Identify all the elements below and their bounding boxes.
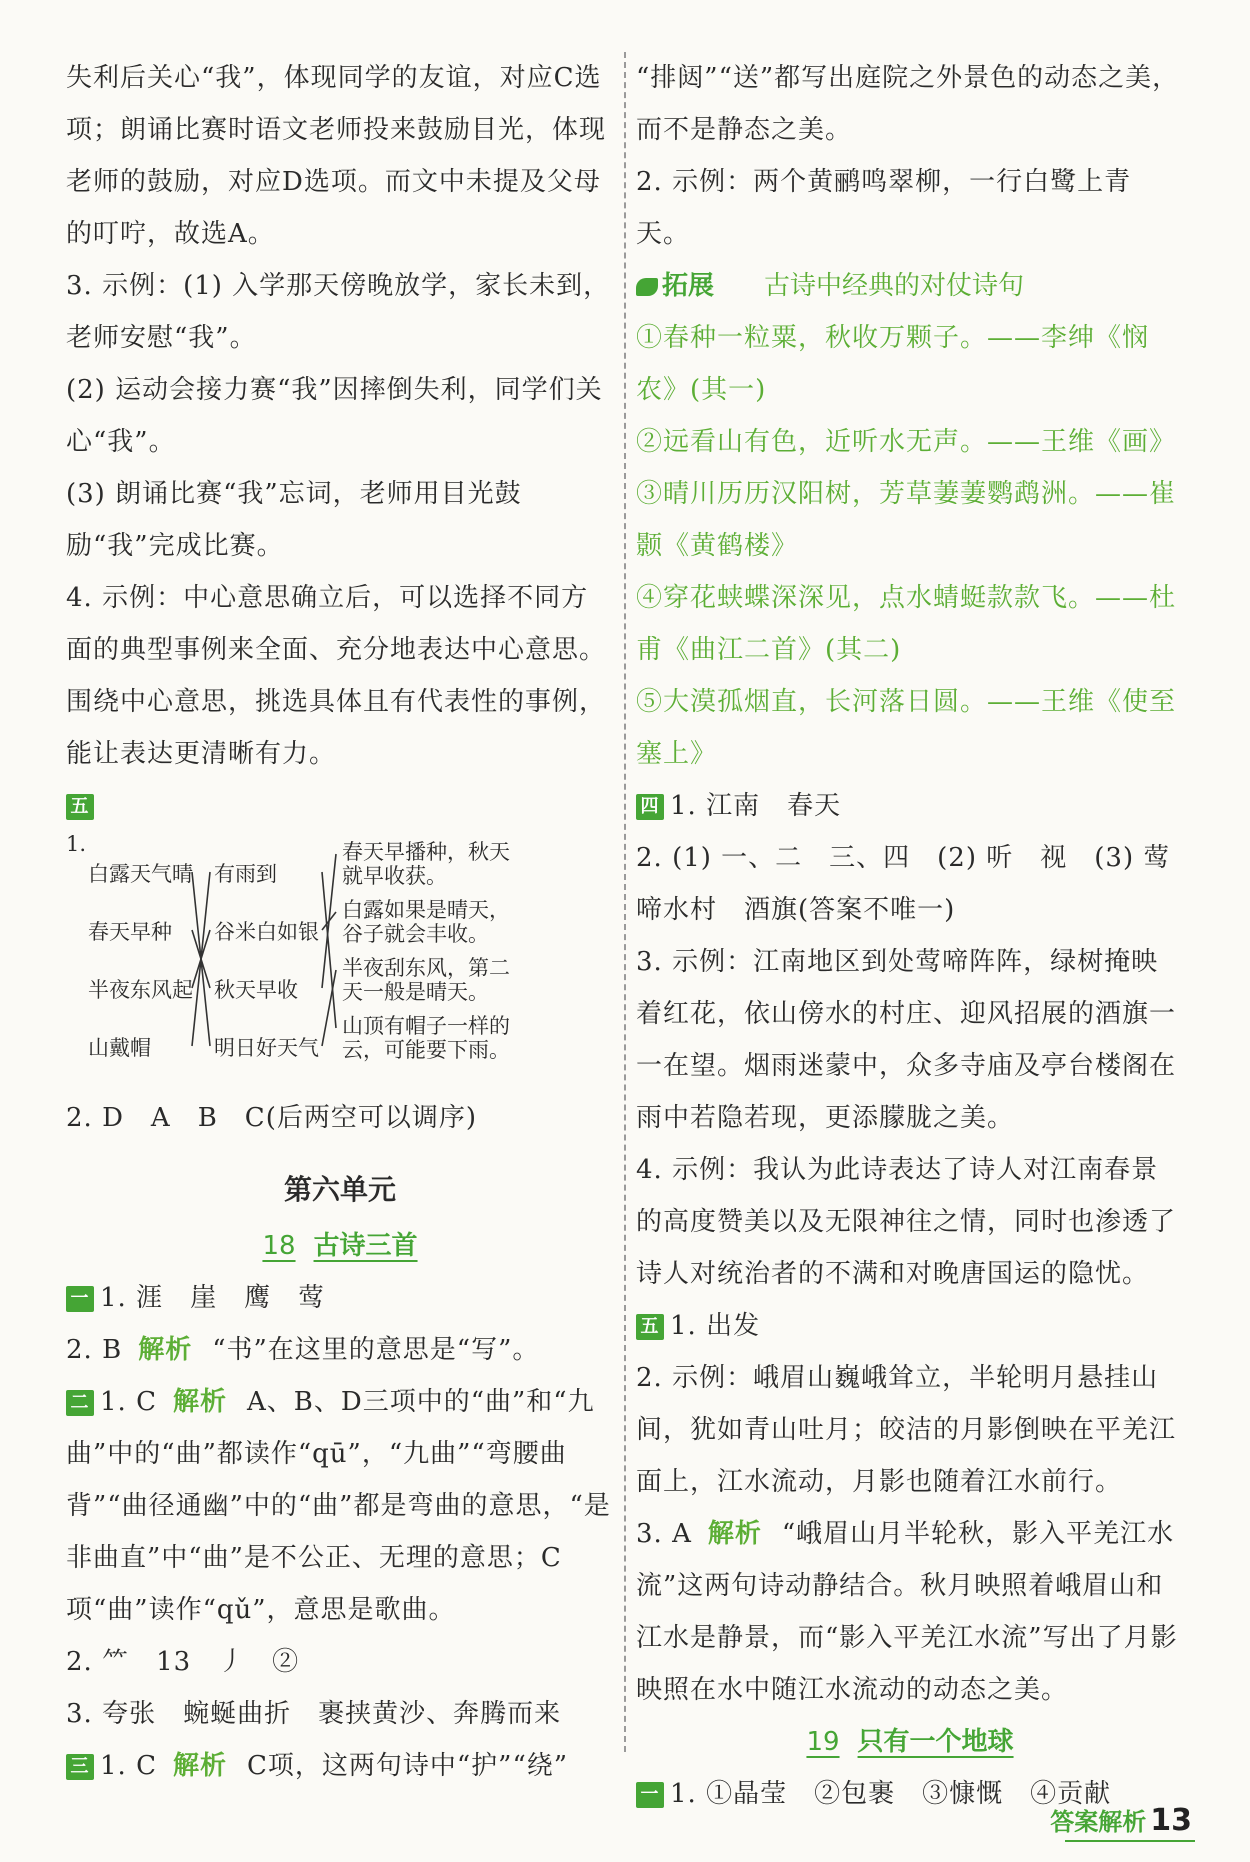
analysis-text: C项，这两句诗中“护”“绕” <box>246 1751 569 1781</box>
paragraph: 3. 示例：(1) 入学那天傍晚放学，家长未到，老师安慰“我”。 <box>66 271 611 353</box>
section-tag: 四 <box>636 794 664 820</box>
lesson-number: 18 <box>262 1231 296 1261</box>
answer-line: 2. (1) 一、二 三、四 (2) 听 视 (3) 莺啼水村 酒旗(答案不唯一) <box>636 843 1171 925</box>
paragraph: “排闼”“送”都写出庭院之外景色的动态之美，而不是静态之美。 <box>636 63 1180 145</box>
match-col3-item: 山顶有帽子一样的云，可能要下雨。 <box>342 1014 510 1062</box>
paragraph: 失利后关心“我”，体现同学的友谊，对应C选项；朗诵比赛时语文老师投来鼓励目光，体现老师的鼓励，对应D选项。而文中未提及父母的叮咛，故选A。 <box>66 63 607 249</box>
page-footer <box>1050 1802 1192 1838</box>
expand-header <box>636 260 1184 312</box>
paragraph: (2) 运动会接力赛“我”因摔倒失利，同学们关心“我”。 <box>66 375 603 457</box>
match-col2-item: 明日好天气 <box>214 1036 319 1060</box>
expand-label: 拓展 <box>662 271 715 301</box>
answer-text: 1. C <box>100 1387 157 1417</box>
analysis-text: “书”在这里的意思是“写”。 <box>212 1335 540 1365</box>
section-tag: 一 <box>636 1782 664 1808</box>
answer-line <box>636 1300 1184 1352</box>
answer-line <box>636 1508 1184 1716</box>
match-col1-item: 白露天气晴 <box>88 862 193 886</box>
column-divider <box>624 52 626 1752</box>
paragraph: 4. 示例：中心意思确立后，可以选择不同方面的典型事例来全面、充分地表达中心意思。围绕中心意思，挑选具体且有代表性的事例，能让表达更清晰有力。 <box>66 583 607 769</box>
answer-line <box>636 780 1184 832</box>
analysis-label: 解析 <box>138 1335 193 1365</box>
matching-exercise <box>66 832 614 1092</box>
analysis-text: A、B、D三项中的“曲”和“九曲”中的“曲”都读作“qū”，“九曲”“弯腰曲背”“曲径通幽”中的“曲”都是弯曲的意思，“是非曲直”中“曲”是不公正、无理的意思；C项“曲”读作“qǔ”，意思是歌曲。 <box>66 1387 611 1625</box>
section-tag: 五 <box>66 794 94 820</box>
answer-line: 2. ⺮ 13 丿 ② <box>66 1647 300 1677</box>
match-col2-item: 有雨到 <box>214 862 277 886</box>
answer-line: 2. 示例：峨眉山巍峨耸立，半轮明月悬挂山间，犹如青山吐月；皎洁的月影倒映在平羌江面上，江水流动，月影也随着江水前行。 <box>636 1363 1177 1497</box>
answer-line: 3. 夸张 蜿蜒曲折 裹挟黄沙、奔腾而来 <box>66 1699 562 1729</box>
section-tag: 二 <box>66 1390 94 1416</box>
answer-line <box>66 1376 614 1636</box>
match-col3-item: 白露如果是晴天，谷子就会丰收。 <box>342 898 510 946</box>
lesson-name: 只有一个地球 <box>857 1727 1014 1757</box>
page-number: 13 <box>1150 1803 1192 1838</box>
match-col3-item: 春天早播种，秋天就早收获。 <box>342 840 510 888</box>
right-column <box>636 52 1184 1820</box>
answer-text: 1. 涯 崖 鹰 莺 <box>100 1283 326 1313</box>
footer-label: 答案解析 <box>1050 1808 1147 1836</box>
lesson-title <box>66 1220 614 1272</box>
section-tag: 三 <box>66 1754 94 1780</box>
match-col2-item: 谷米白如银 <box>214 920 319 944</box>
lesson-name: 古诗三首 <box>313 1231 418 1261</box>
analysis-text: “峨眉山月半轮秋，影入平羌江水流”这两句诗动静结合。秋月映照着峨眉山和江水是静景，而“影入平羌江水流”写出了月影映照在水中随江水流动的动态之美。 <box>636 1519 1178 1705</box>
answer-line <box>66 1324 614 1376</box>
expand-item: ④穿花蛱蝶深深见，点水蜻蜓款款飞。——杜甫《曲江二首》(其二) <box>636 583 1177 665</box>
answer-text: 2. B <box>66 1335 123 1365</box>
expand-item: ③晴川历历汉阳树，芳草萋萋鹦鹉洲。——崔颢《黄鹤楼》 <box>636 479 1177 561</box>
expand-item: ⑤大漠孤烟直，长河落日圆。——王维《使至塞上》 <box>636 687 1177 769</box>
paragraph: (3) 朗诵比赛“我”忘词，老师用目光鼓励“我”完成比赛。 <box>66 479 522 561</box>
analysis-label: 解析 <box>172 1751 227 1781</box>
section-tag: 五 <box>636 1314 664 1340</box>
footer-rule <box>1065 1840 1195 1842</box>
answer-line: 4. 示例：我认为此诗表达了诗人对江南春景的高度赞美以及无限神往之情，同时也渗透了诗人对统治者的不满和对晚唐国运的隐忧。 <box>636 1155 1177 1289</box>
leaf-icon <box>636 278 658 296</box>
lesson-number: 19 <box>806 1727 840 1757</box>
answer-text: 1. ①晶莹 ②包裹 ③慷慨 ④贡献 <box>670 1779 1112 1809</box>
section-tag: 一 <box>66 1286 94 1312</box>
expand-item: ②远看山有色，近听水无声。——王维《画》 <box>636 427 1177 457</box>
answer-text: 1. 江南 春天 <box>670 791 842 821</box>
question-number: 1. <box>66 832 87 856</box>
left-column <box>66 52 614 1792</box>
answer-text: 3. A <box>636 1519 692 1549</box>
expand-item: ①春种一粒粟，秋收万颗子。——李绅《悯农》(其一) <box>636 323 1150 405</box>
match-col1-item: 山戴帽 <box>88 1036 151 1060</box>
match-col1-item: 春天早种 <box>88 920 172 944</box>
answer-line: 3. 示例：江南地区到处莺啼阵阵，绿树掩映着红花，依山傍水的村庄、迎风招展的酒旗一一在望。烟雨迷蒙中，众多寺庙及亭台楼阁在雨中若隐若现，更添朦胧之美。 <box>636 947 1177 1133</box>
section-heading <box>66 780 614 832</box>
matching-lines <box>66 832 614 1092</box>
paragraph: 2. 示例：两个黄鹂鸣翠柳，一行白鹭上青天。 <box>636 167 1132 249</box>
answer-line <box>66 1272 614 1324</box>
answer-line <box>66 1740 614 1792</box>
match-col3-item: 半夜刮东风，第二天一般是晴天。 <box>342 956 510 1004</box>
lesson-title <box>636 1716 1184 1768</box>
unit-title: 第六单元 <box>283 1173 396 1206</box>
analysis-label: 解析 <box>172 1387 227 1417</box>
expand-title: 古诗中经典的对仗诗句 <box>764 271 1025 301</box>
analysis-label: 解析 <box>707 1519 762 1549</box>
answer-text: 1. C <box>100 1751 157 1781</box>
match-col2-item: 秋天早收 <box>214 978 298 1002</box>
answer-text: 1. 出发 <box>670 1311 761 1341</box>
paragraph: 2. D A B C(后两空可以调序) <box>66 1103 477 1133</box>
match-col1-item: 半夜东风起 <box>88 978 193 1002</box>
